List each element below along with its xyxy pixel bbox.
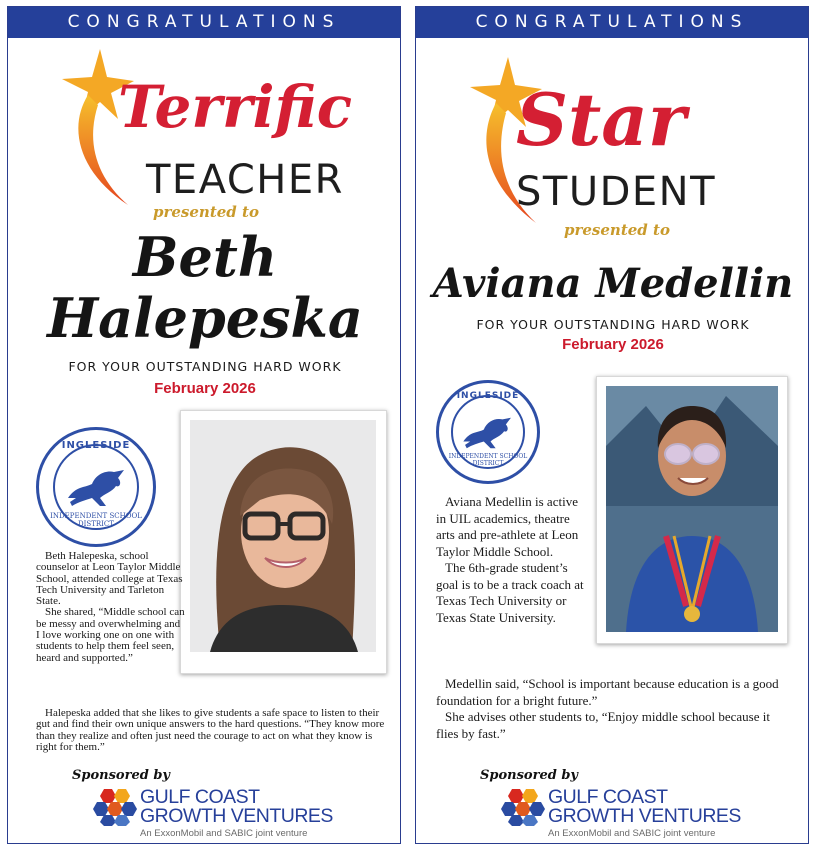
award-month: February 2026	[154, 380, 256, 397]
honoree-photo-frame	[596, 376, 788, 644]
honoree-name: Aviana Medellin	[432, 260, 794, 307]
hexagon-cluster-logo	[498, 786, 548, 826]
award-script-word: Star	[516, 77, 686, 162]
congratulations-banner: CONGRATULATIONS	[8, 7, 400, 38]
body-paragraph: Aviana Medellin is active in UIL academics, theatre arts and pre-athlete at Leon Taylor Middle School.	[436, 494, 579, 559]
seal-top-text: INGLESIDE	[456, 391, 520, 401]
sponsor-name-line2: GROWTH VENTURES	[140, 805, 333, 827]
sponsor-subtitle: An ExxonMobil and SABIC joint venture	[140, 828, 308, 839]
body-paragraph: Halepeska added that she likes to give students a safe space to listen to their gut and find their own unique answers to the hard questions. “They know more than they realize and often just need the courage to act on what they know is right for them.”	[36, 707, 385, 753]
sponsor-subtitle: An ExxonMobil and SABIC joint venture	[548, 828, 716, 839]
honoree-photo	[190, 420, 376, 652]
tagline: FOR YOUR OUTSTANDING HARD WORK	[476, 317, 750, 332]
district-seal	[36, 427, 156, 547]
left-column-text	[36, 551, 186, 664]
award-month: February 2026	[562, 336, 664, 353]
seal-top-text: INGLESIDE	[61, 440, 131, 451]
sponsor-name-line2: GROWTH VENTURES	[548, 805, 741, 827]
sponsored-by-label: Sponsored by	[480, 768, 578, 783]
tagline: FOR YOUR OUTSTANDING HARD WORK	[68, 359, 342, 374]
honoree-name-first: Beth	[132, 225, 278, 289]
mustang-horse-icon	[66, 468, 128, 508]
body-paragraph: Medellin said, “School is important because education is a good foundation for a bright future.”	[436, 676, 779, 708]
body-paragraph: Beth Halepeska, school counselor at Leon Taylor Middle School, attended college at Texas Tech University and Tarleton State.	[36, 550, 183, 608]
sponsored-by-label: Sponsored by	[72, 768, 170, 783]
presented-to-label: presented to	[153, 203, 259, 221]
body-paragraph: She advises other students to, “Enjoy middle school because it flies by fast.”	[436, 709, 770, 741]
left-column-text	[436, 494, 588, 626]
award-caps-word: STUDENT	[516, 169, 717, 215]
district-seal	[436, 380, 540, 484]
award-script-word: Terrific	[118, 73, 353, 141]
teacher-portrait-image	[190, 420, 376, 652]
student-award-panel	[415, 6, 809, 844]
seal-bottom-text: INDEPENDENT SCHOOL DISTRICT	[448, 453, 528, 467]
presented-to-label: presented to	[564, 221, 670, 239]
sponsor-name-line1: GULF COAST	[140, 786, 260, 808]
honoree-name-last: Halepeska	[47, 286, 363, 350]
seal-bottom-text: INDEPENDENT SCHOOL DISTRICT	[50, 512, 142, 528]
body-paragraph: She shared, “Middle school can be messy and overwhelming and I love working one on one with students to help them feel seen, heard and supported.”	[36, 606, 185, 664]
body-paragraph: The 6th-grade student’s goal is to be a track coach at Texas Tech University or Texas State University.	[436, 560, 584, 625]
honoree-photo-frame	[180, 410, 387, 674]
honoree-photo	[606, 386, 778, 632]
wide-paragraph	[36, 708, 386, 753]
student-portrait-image	[606, 386, 778, 632]
hexagon-cluster-logo	[90, 786, 140, 826]
teacher-award-panel	[7, 6, 401, 844]
award-caps-word: TEACHER	[146, 157, 344, 203]
wide-paragraph	[436, 676, 792, 742]
mustang-horse-icon	[461, 416, 515, 450]
sponsor-name-line1: GULF COAST	[548, 786, 668, 808]
congratulations-banner: CONGRATULATIONS	[416, 7, 808, 38]
